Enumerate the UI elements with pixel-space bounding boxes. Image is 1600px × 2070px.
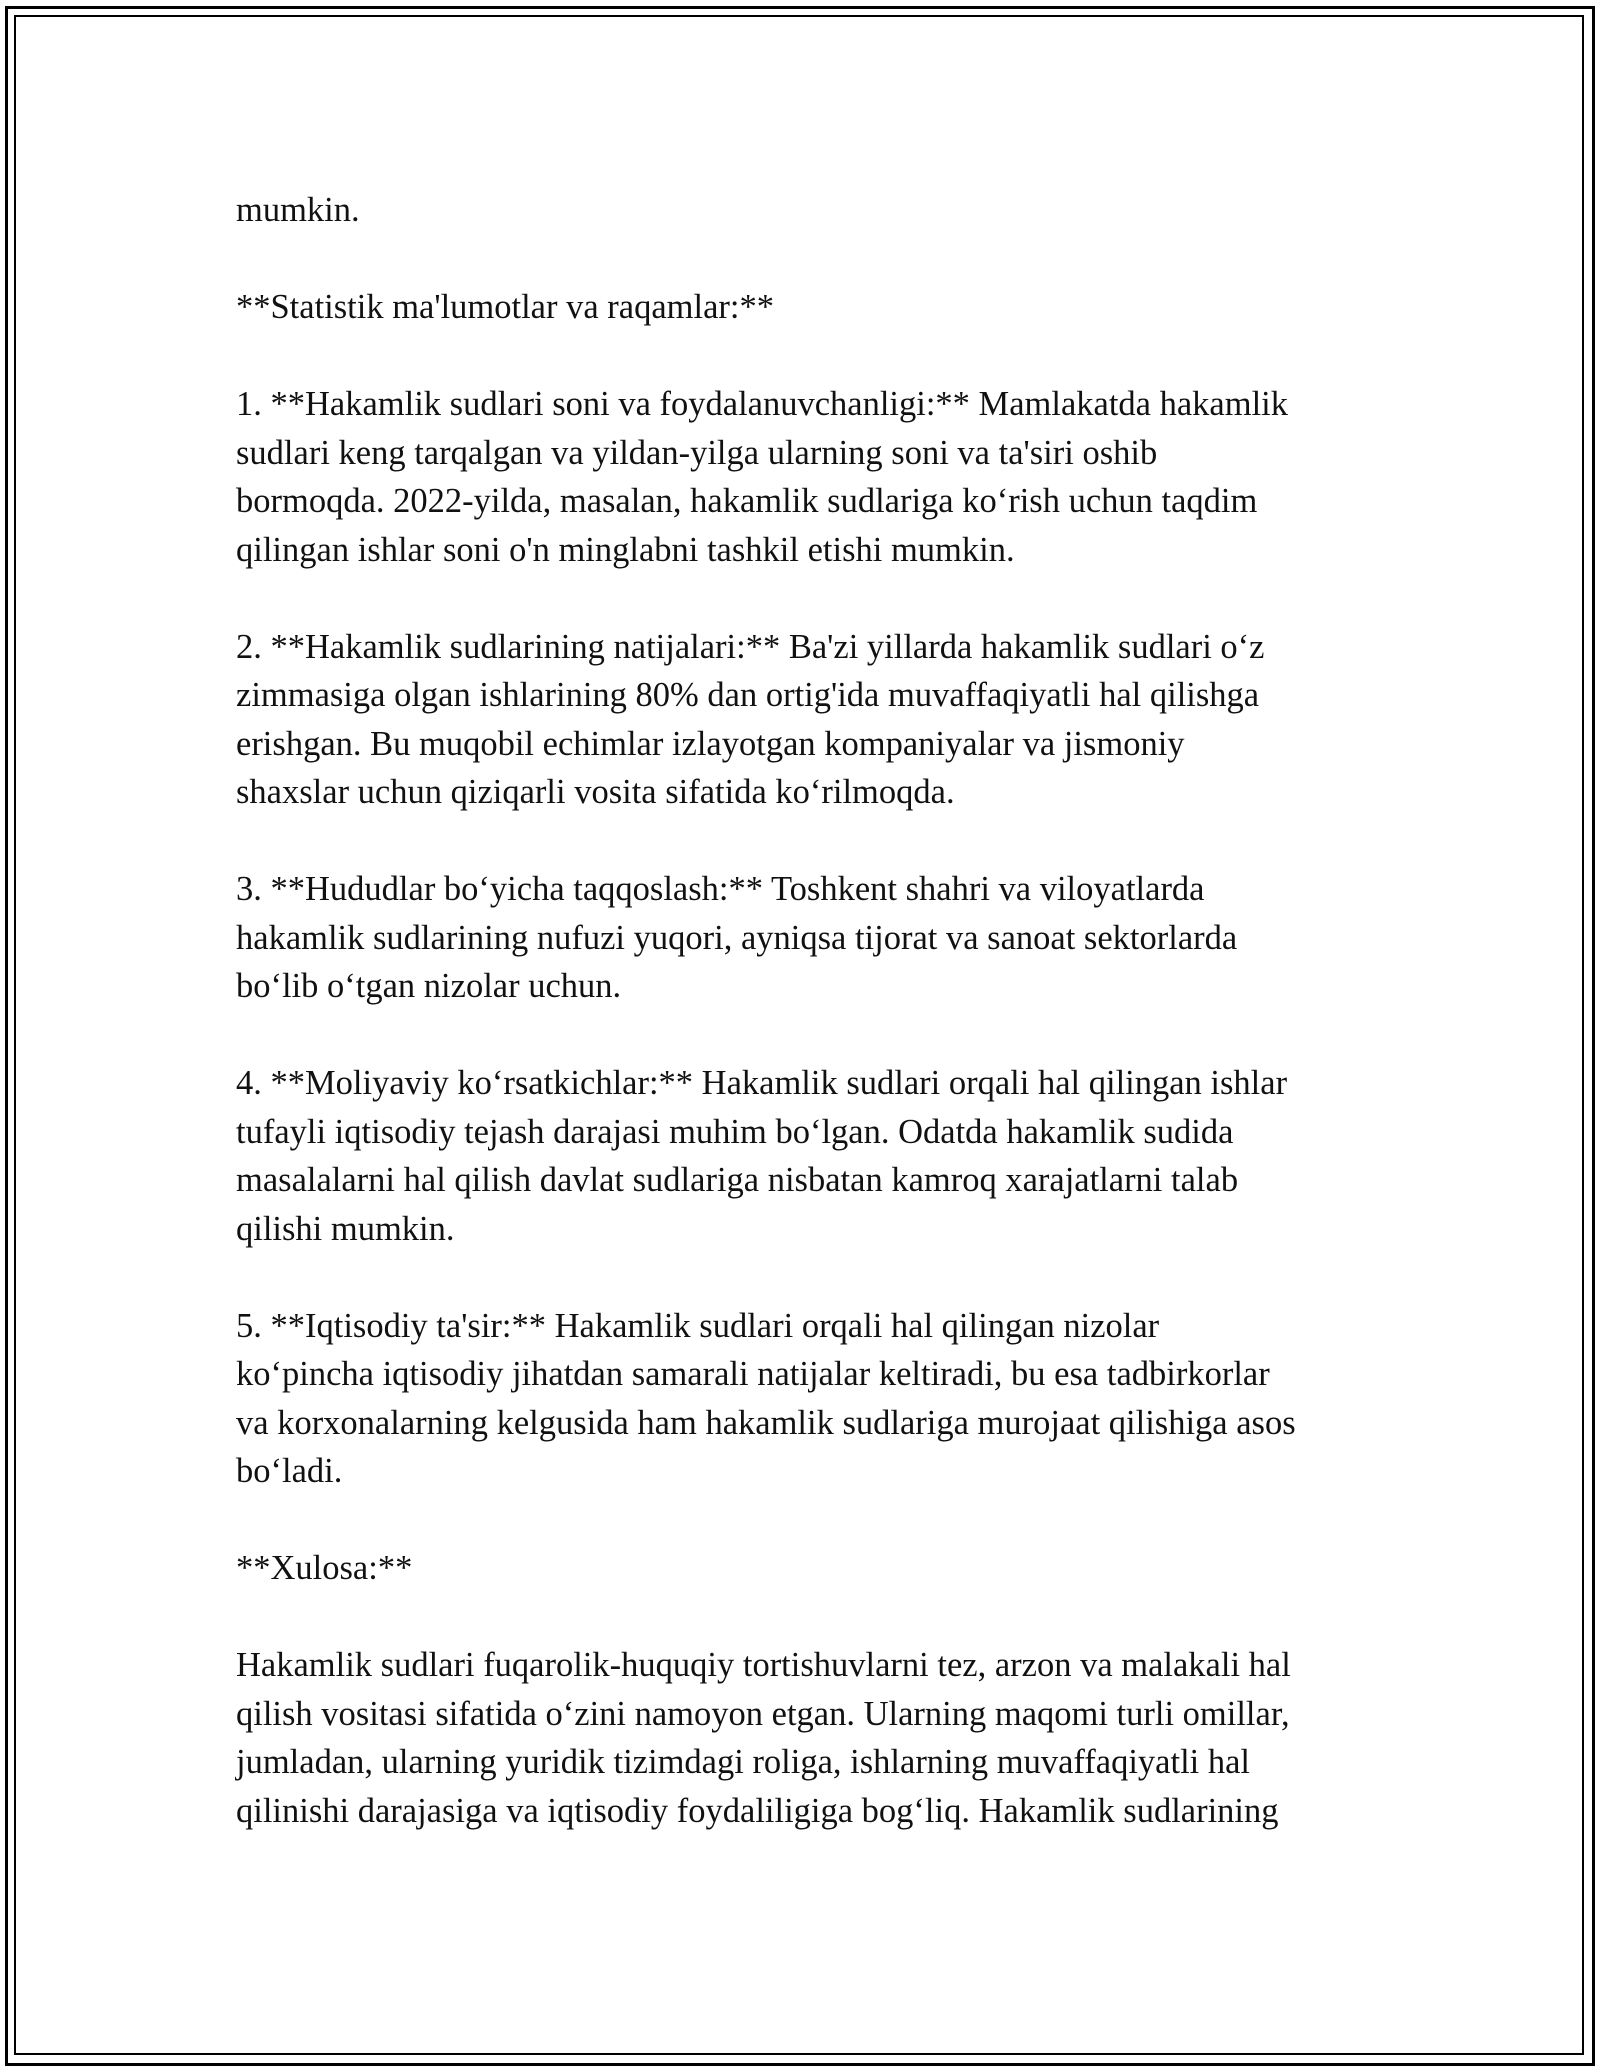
paragraph-line: qilinishi darajasiga va iqtisodiy foydaliligiga bog‘liq. Hakamlik sudlarining <box>236 1791 1279 1830</box>
paragraph-line: ko‘pincha iqtisodiy jihatdan samarali natijalar keltiradi, bu esa tadbirkorlar <box>236 1355 1270 1393</box>
paragraph-line: 1. **Hakamlik sudlari soni va foydalanuvchanligi:** Mamlakatda hakamlik <box>236 385 1288 423</box>
paragraph-line: 2. **Hakamlik sudlarining natijalari:** Ba'zi yillarda hakamlik sudlari o‘z <box>236 627 1265 666</box>
list-item-3 <box>236 865 1386 1011</box>
conclusion-paragraph <box>236 1641 1386 1835</box>
paragraph-line: 4. **Moliyaviy ko‘rsatkichlar:** Hakamlik sudlari orqali hal qilingan ishlar <box>236 1064 1288 1102</box>
paragraph-line: hakamlik sudlarining nufuzi yuqori, ayniqsa tijorat va sanoat sektorlarda <box>236 918 1238 957</box>
paragraph-line: zimmasiga olgan ishlarining 80% dan ortig'ida muvaffaqiyatli hal qilishga <box>236 676 1260 714</box>
paragraph-line: va korxonalarning kelgusida ham hakamlik sudlariga murojaat qilishiga asos <box>236 1403 1296 1442</box>
paragraph-line: bo‘ladi. <box>236 1452 343 1490</box>
paragraph-line: 3. **Hududlar bo‘yicha taqqoslash:** Toshkent shahri va viloyatlarda <box>236 870 1205 908</box>
list-item-2 <box>236 623 1386 817</box>
paragraph-line: sudlari keng tarqalgan va yildan-yilga ularning soni va ta'siri oshib <box>236 433 1158 472</box>
paragraph-line: qilish vositasi sifatida o‘zini namoyon etgan. Ularning maqomi turli omillar, <box>236 1694 1290 1733</box>
paragraph-line: qilishi mumkin. <box>236 1209 455 1248</box>
list-item-1 <box>236 380 1386 574</box>
paragraph-line: qilingan ishlar soni o'n minglabni tashkil etishi mumkin. <box>236 530 1015 569</box>
conclusion-heading: **Xulosa:** <box>236 1549 413 1587</box>
paragraph-line: erishgan. Bu muqobil echimlar izlayotgan kompaniyalar va jismoniy <box>236 724 1185 763</box>
document-body <box>236 186 1386 1835</box>
paragraph-line: shaxslar uchun qiziqarli vosita sifatida ko‘rilmoqda. <box>236 773 955 811</box>
paragraph-line: bormoqda. 2022-yilda, masalan, hakamlik sudlariga ko‘rish uchun taqdim <box>236 482 1258 520</box>
list-item-5 <box>236 1302 1386 1496</box>
list-item-4 <box>236 1059 1386 1253</box>
stats-heading: **Statistik ma'lumotlar va raqamlar:** <box>236 288 774 326</box>
paragraph-line: masalalarni hal qilish davlat sudlariga nisbatan kamroq xarajatlarni talab <box>236 1161 1239 1199</box>
paragraph-line: jumladan, ularning yuridik tizimdagi roliga, ishlarning muvaffaqiyatli hal <box>236 1743 1251 1781</box>
paragraph-line: 5. **Iqtisodiy ta'sir:** Hakamlik sudlari orqali hal qilingan nizolar <box>236 1306 1160 1345</box>
intro-line: mumkin. <box>236 191 360 229</box>
paragraph-line: bo‘lib o‘tgan nizolar uchun. <box>236 967 622 1005</box>
paragraph-line: Hakamlik sudlari fuqarolik-huquqiy tortishuvlarni tez, arzon va malakali hal <box>236 1646 1291 1684</box>
paragraph-line: tufayli iqtisodiy tejash darajasi muhim bo‘lgan. Odatda hakamlik sudida <box>236 1112 1234 1151</box>
